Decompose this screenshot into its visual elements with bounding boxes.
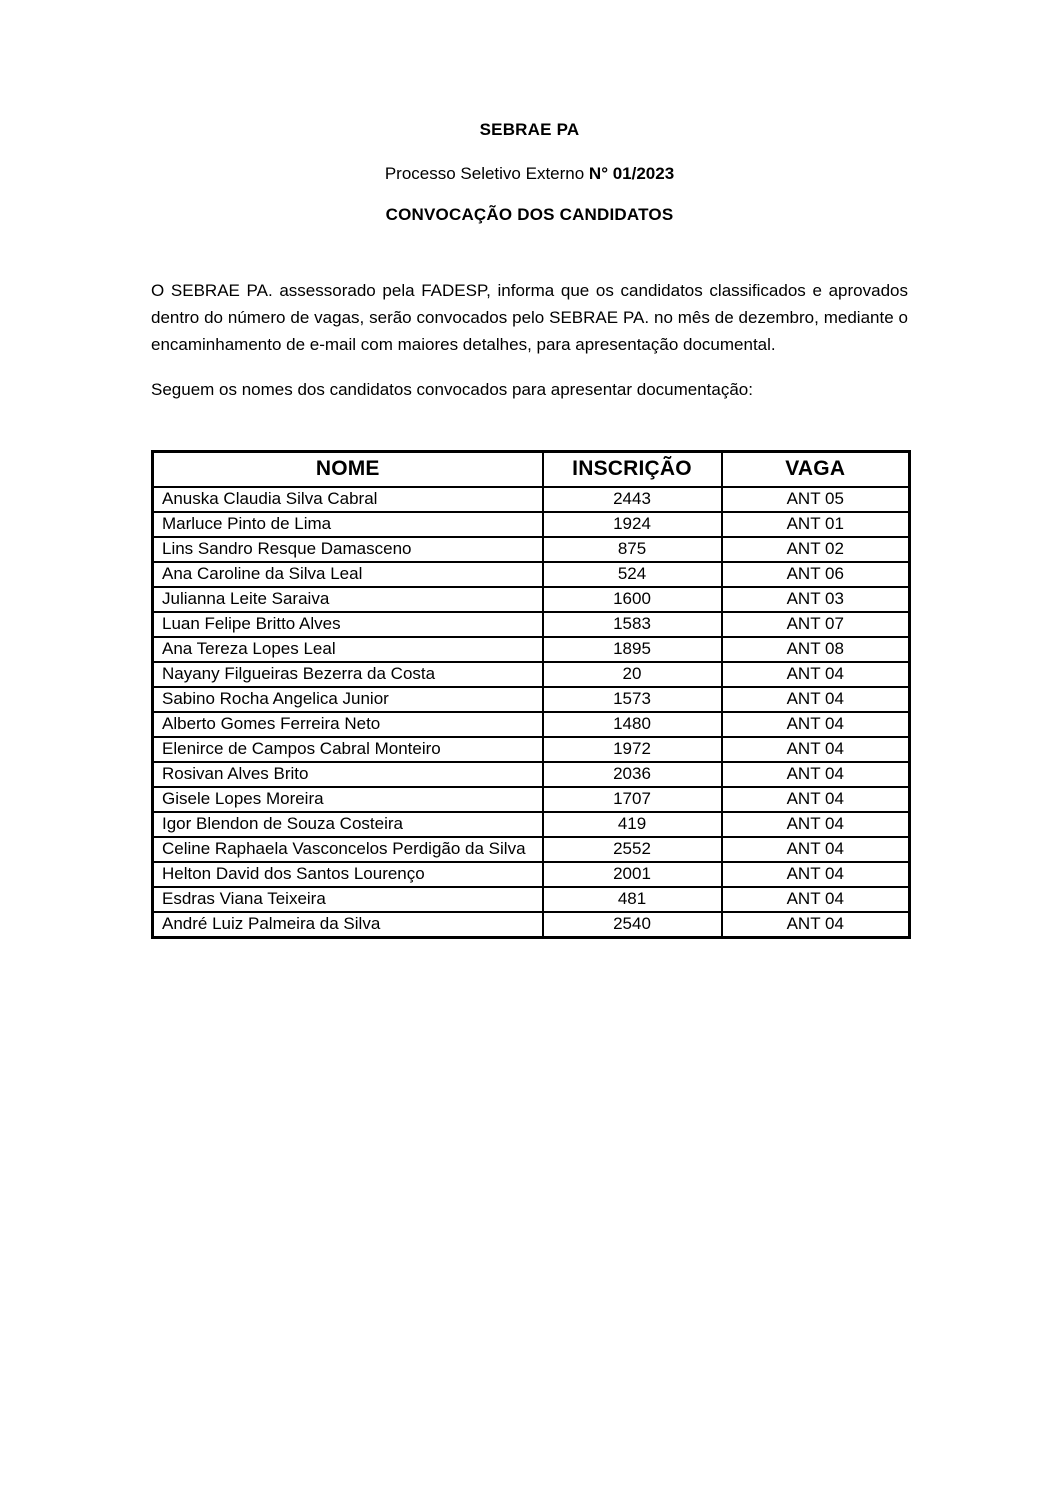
column-header-inscricao: INSCRIÇÃO (543, 452, 722, 488)
cell-inscricao: 1573 (543, 687, 722, 712)
cell-vaga: ANT 06 (722, 562, 910, 587)
document-title: SEBRAE PA (479, 120, 580, 139)
cell-inscricao: 1583 (543, 612, 722, 637)
cell-vaga: ANT 04 (722, 812, 910, 837)
cell-nome: Nayany Filgueiras Bezerra da Costa (153, 662, 543, 687)
cell-nome: Lins Sandro Resque Damasceno (153, 537, 543, 562)
table-row (153, 687, 910, 712)
table-row (153, 562, 910, 587)
cell-nome: Esdras Viana Teixeira (153, 887, 543, 912)
cell-nome: Elenirce de Campos Cabral Monteiro (153, 737, 543, 762)
cell-vaga: ANT 04 (722, 662, 910, 687)
candidates-table-body (153, 487, 910, 938)
column-header-nome: NOME (153, 452, 543, 488)
cell-nome: Helton David dos Santos Lourenço (153, 862, 543, 887)
cell-inscricao: 1895 (543, 637, 722, 662)
cell-inscricao: 524 (543, 562, 722, 587)
table-row (153, 487, 910, 512)
cell-inscricao: 419 (543, 812, 722, 837)
cell-nome: Anuska Claudia Silva Cabral (153, 487, 543, 512)
cell-vaga: ANT 04 (722, 862, 910, 887)
cell-inscricao: 1707 (543, 787, 722, 812)
cell-inscricao: 875 (543, 537, 722, 562)
cell-inscricao: 20 (543, 662, 722, 687)
table-row (153, 637, 910, 662)
cell-nome: André Luiz Palmeira da Silva (153, 912, 543, 938)
cell-vaga: ANT 04 (722, 912, 910, 938)
cell-vaga: ANT 01 (722, 512, 910, 537)
cell-vaga: ANT 04 (722, 887, 910, 912)
table-row (153, 837, 910, 862)
cell-inscricao: 2443 (543, 487, 722, 512)
cell-vaga: ANT 04 (722, 712, 910, 737)
cell-nome: Igor Blendon de Souza Costeira (153, 812, 543, 837)
cell-inscricao: 2552 (543, 837, 722, 862)
cell-inscricao: 1972 (543, 737, 722, 762)
table-row (153, 862, 910, 887)
subtitle-text: Processo Seletivo Externo (384, 164, 589, 183)
cell-vaga: ANT 04 (722, 837, 910, 862)
table-row (153, 787, 910, 812)
table-header (153, 452, 910, 488)
document-heading: CONVOCAÇÃO DOS CANDIDATOS (385, 205, 674, 224)
table-row (153, 712, 910, 737)
cell-inscricao: 481 (543, 887, 722, 912)
cell-vaga: ANT 03 (722, 587, 910, 612)
cell-inscricao: 1600 (543, 587, 722, 612)
cell-nome: Ana Caroline da Silva Leal (153, 562, 543, 587)
cell-vaga: ANT 04 (722, 762, 910, 787)
table-row (153, 887, 910, 912)
table-row (153, 762, 910, 787)
cell-nome: Celine Raphaela Vasconcelos Perdigão da Silva (153, 837, 543, 862)
table-row (153, 662, 910, 687)
document-subtitle (151, 164, 908, 184)
table-row (153, 812, 910, 837)
cell-inscricao: 2540 (543, 912, 722, 938)
column-header-vaga: VAGA (722, 452, 910, 488)
table-row (153, 537, 910, 562)
subtitle-number: N° 01/2023 (588, 164, 675, 183)
cell-nome: Marluce Pinto de Lima (153, 512, 543, 537)
cell-vaga: ANT 02 (722, 537, 910, 562)
cell-inscricao: 2036 (543, 762, 722, 787)
cell-nome: Luan Felipe Britto Alves (153, 612, 543, 637)
cell-vaga: ANT 07 (722, 612, 910, 637)
cell-nome: Julianna Leite Saraiva (153, 587, 543, 612)
candidates-table (151, 450, 911, 939)
cell-vaga: ANT 05 (722, 487, 910, 512)
cell-vaga: ANT 04 (722, 787, 910, 812)
table-row (153, 737, 910, 762)
list-intro-line: Seguem os nomes dos candidatos convocados para apresentar documentação: (151, 380, 753, 399)
table-row (153, 612, 910, 637)
cell-vaga: ANT 04 (722, 687, 910, 712)
cell-vaga: ANT 08 (722, 637, 910, 662)
cell-nome: Gisele Lopes Moreira (153, 787, 543, 812)
table-header-row (153, 452, 910, 488)
cell-inscricao: 1480 (543, 712, 722, 737)
table-row (153, 912, 910, 938)
table-row (153, 512, 910, 537)
table-row (153, 587, 910, 612)
cell-inscricao: 1924 (543, 512, 722, 537)
cell-nome: Rosivan Alves Brito (153, 762, 543, 787)
intro-paragraph: O SEBRAE PA. assessorado pela FADESP, informa que os candidatos classificados e aprovados dentro do número de vagas, serão convocados pelo SEBRAE PA. no mês de dezembro, mediante o encaminhamento de e-mail com maiores detalhes, para apresentação documental. (151, 281, 908, 354)
cell-nome: Alberto Gomes Ferreira Neto (153, 712, 543, 737)
cell-inscricao: 2001 (543, 862, 722, 887)
cell-vaga: ANT 04 (722, 737, 910, 762)
cell-nome: Sabino Rocha Angelica Junior (153, 687, 543, 712)
cell-nome: Ana Tereza Lopes Leal (153, 637, 543, 662)
